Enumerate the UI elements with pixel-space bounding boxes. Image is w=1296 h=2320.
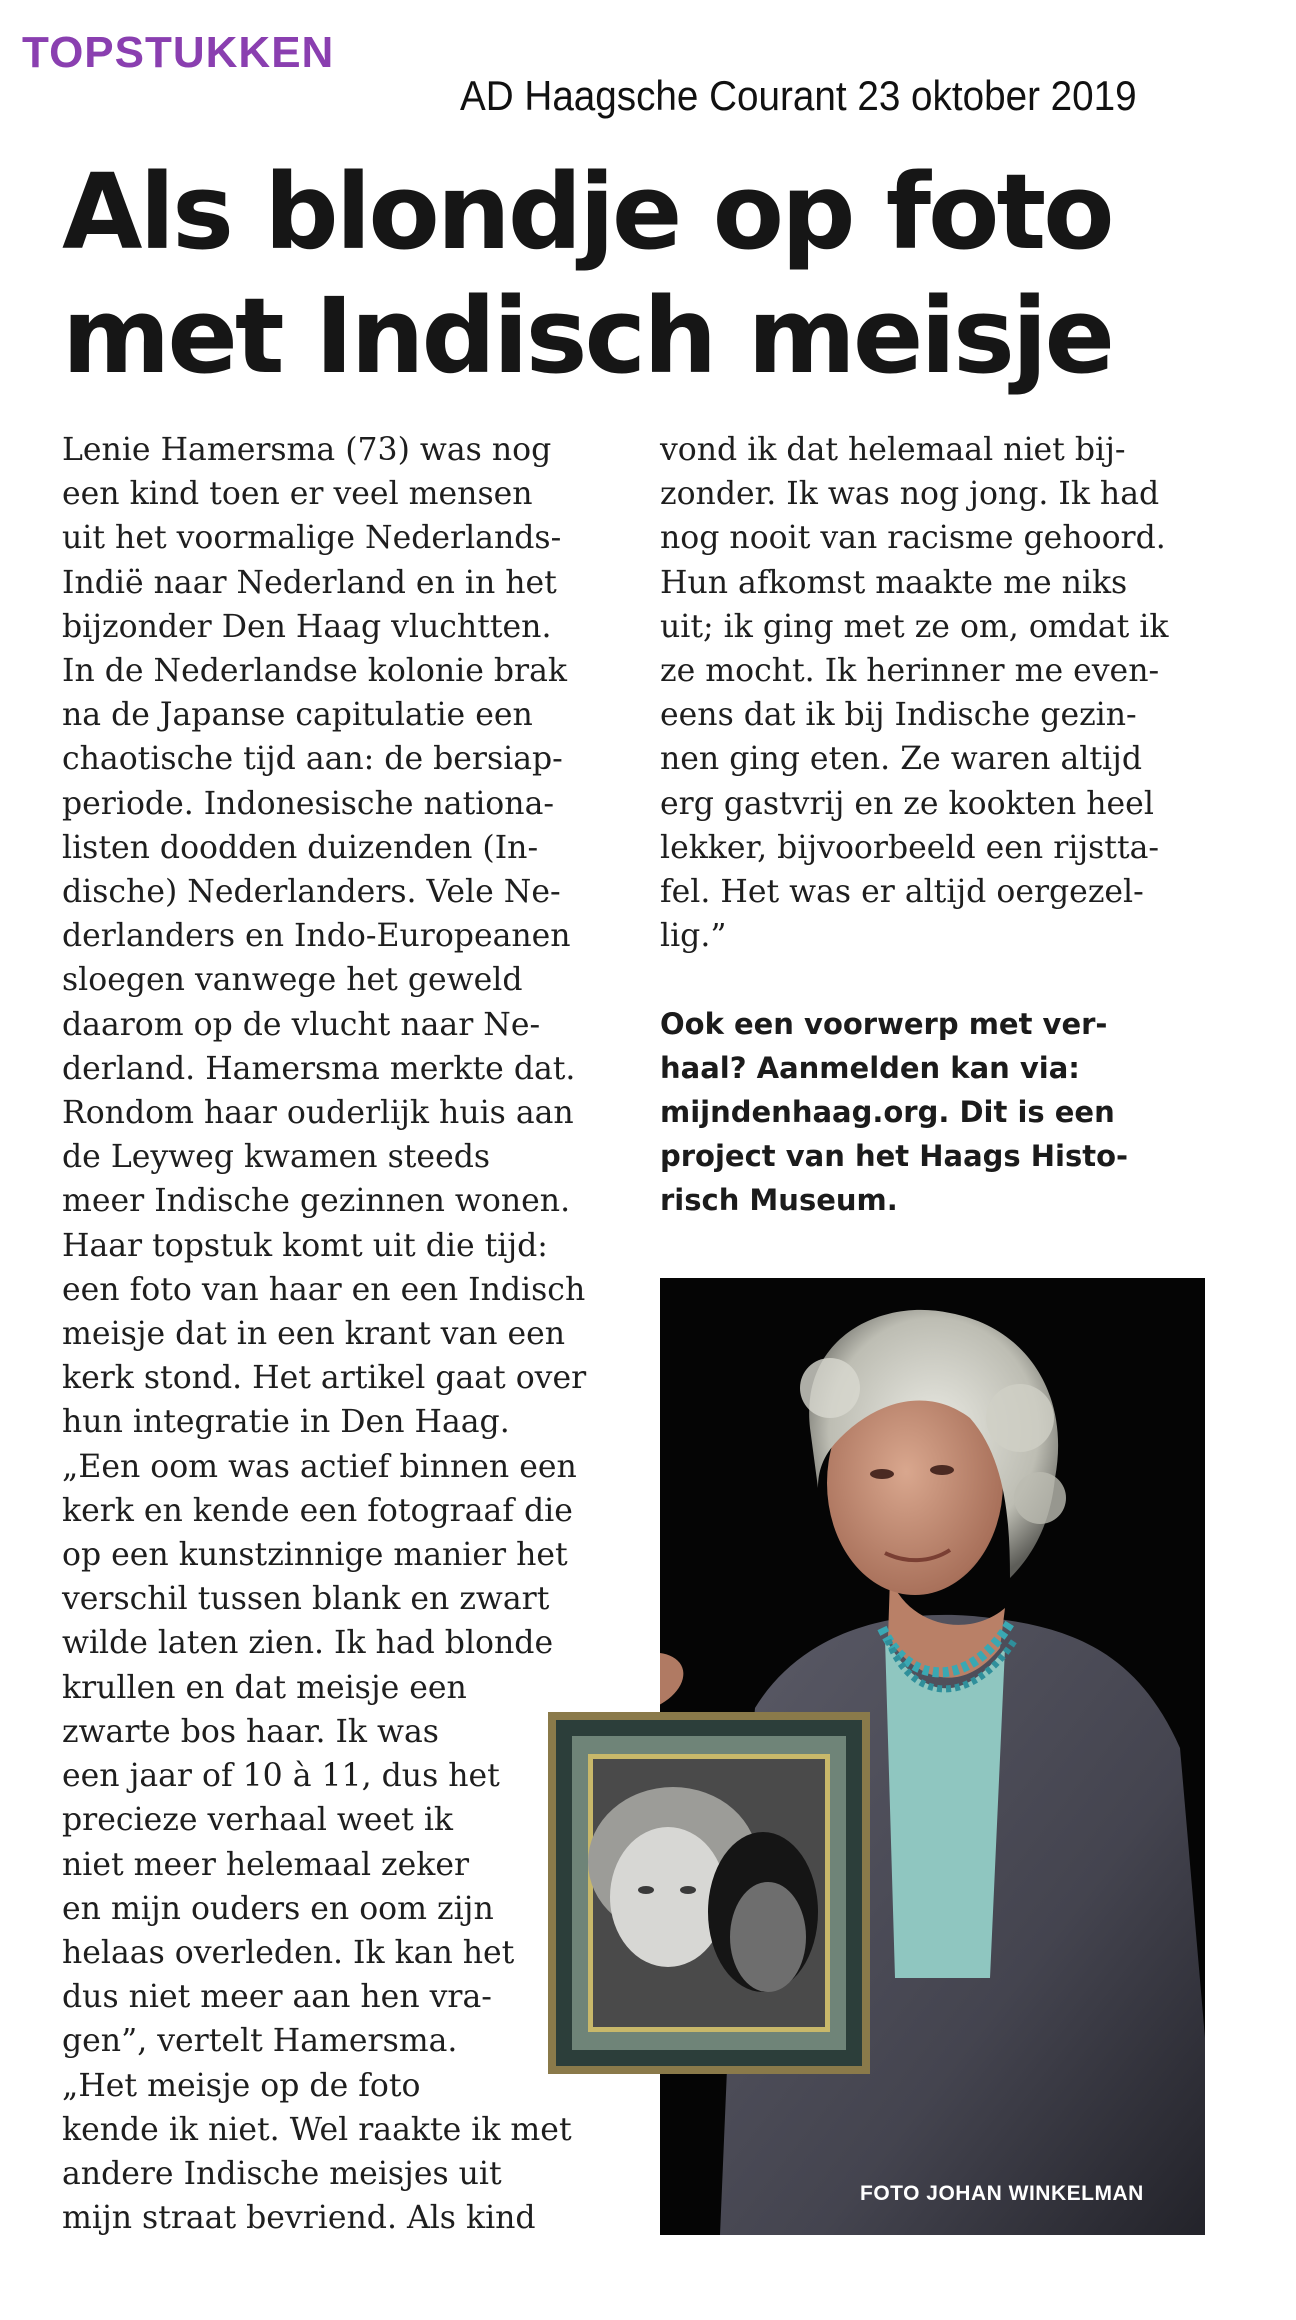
body-text-line: krullen en dat meisje een xyxy=(62,1669,467,1706)
body-text-line: op een kunstzinnige manier het xyxy=(62,1537,568,1574)
body-text-line: lig.” xyxy=(660,918,727,955)
body-text-line: vond ik dat helemaal niet bij- xyxy=(660,432,1126,468)
article-body-right-column xyxy=(660,428,1220,958)
body-text-line: dische) Nederlanders. Vele Ne- xyxy=(62,874,561,911)
body-text-line: Hun afkomst maakte me niks xyxy=(660,564,1128,601)
body-text-line: Lenie Hamersma (73) was nog xyxy=(62,432,552,468)
photo-credit: FOTO JOHAN WINKELMAN xyxy=(860,2182,1144,2205)
body-text-line: ze mocht. Ik herinner me even- xyxy=(660,653,1160,690)
body-text-line: na de Japanse capitulatie een xyxy=(62,697,533,734)
body-text-line: gen”, vertelt Hamersma. xyxy=(62,2023,458,2060)
call-to-action xyxy=(660,1002,1220,1222)
call-to-action-line: mijndenhaag.org. Dit is een xyxy=(660,1095,1115,1129)
body-text-line: kerk en kende een fotograaf die xyxy=(62,1492,573,1529)
framed-historic-photo xyxy=(548,1712,870,2074)
body-text-line: een foto van haar en een Indisch xyxy=(62,1271,586,1308)
framed-photo-illustration xyxy=(548,1712,870,2074)
body-text-line: chaotische tijd aan: de bersiap- xyxy=(62,741,563,778)
body-text-line: uit het voormalige Nederlands- xyxy=(62,520,562,557)
body-text-line: meer Indische gezinnen wonen. xyxy=(62,1183,571,1220)
call-to-action-line: Ook een voorwerp met ver- xyxy=(660,1007,1108,1041)
body-text-line: een jaar of 10 à 11, dus het xyxy=(62,1758,500,1795)
body-text-line: dus niet meer aan hen vra- xyxy=(62,1979,492,2016)
body-text-line: nog nooit van racisme gehoord. xyxy=(660,520,1166,557)
body-text-line: periode. Indonesische nationa- xyxy=(62,785,554,822)
body-text-line: Rondom haar ouderlijk huis aan xyxy=(62,1095,574,1132)
body-text-line: derland. Hamersma merkte dat. xyxy=(62,1050,576,1087)
body-text-line: verschil tussen blank en zwart xyxy=(62,1581,550,1618)
body-text-line: lekker, bijvoorbeeld een rijstta- xyxy=(660,829,1160,866)
body-text-line: fel. Het was er altijd oergezel- xyxy=(660,874,1144,911)
call-to-action-line: haal? Aanmelden kan via: xyxy=(660,1051,1080,1085)
call-to-action-line: risch Museum. xyxy=(660,1183,898,1217)
body-text-line: „Een oom was actief binnen een xyxy=(62,1448,577,1485)
body-text-line: daarom op de vlucht naar Ne- xyxy=(62,1006,541,1043)
body-text-line: zwarte bos haar. Ik was xyxy=(62,1713,439,1750)
body-text-line: derlanders en Indo-Europeanen xyxy=(62,918,571,955)
body-text-line: helaas overleden. Ik kan het xyxy=(62,1934,515,1971)
body-text-line: Indië naar Nederland en in het xyxy=(62,564,557,601)
body-text-line: precieze verhaal weet ik xyxy=(62,1802,453,1839)
body-text-line: wilde laten zien. Ik had blonde xyxy=(62,1625,554,1662)
body-text-line: en mijn ouders en oom zijn xyxy=(62,1890,494,1927)
body-text-line: nen ging eten. Ze waren altijd xyxy=(660,741,1142,778)
body-text-line: mijn straat bevriend. Als kind xyxy=(62,2200,536,2237)
body-text-line: de Leyweg kwamen steeds xyxy=(62,1139,491,1176)
call-to-action-line: project van het Haags Histo- xyxy=(660,1139,1129,1173)
headline-line-2: met Indisch meisje xyxy=(62,275,1113,397)
body-text-line: eens dat ik bij Indische gezin- xyxy=(660,697,1137,734)
body-text-line: listen doodden duizenden (In- xyxy=(62,829,539,866)
body-text-line: kende ik niet. Wel raakte ik met xyxy=(62,2111,572,2148)
body-text-line: erg gastvrij en ze kookten heel xyxy=(660,785,1154,822)
body-text-line: zonder. Ik was nog jong. Ik had xyxy=(660,476,1160,513)
body-text-line: Haar topstuk komt uit die tijd: xyxy=(62,1227,548,1264)
body-text-line: uit; ik ging met ze om, omdat ik xyxy=(660,608,1169,645)
body-text-line: sloegen vanwege het geweld xyxy=(62,962,523,999)
body-text-line: hun integratie in Den Haag. xyxy=(62,1404,510,1441)
body-text-line: een kind toen er veel mensen xyxy=(62,476,533,513)
source-line: AD Haagsche Courant 23 oktober 2019 xyxy=(460,72,1137,119)
section-label: TOPSTUKKEN xyxy=(22,28,335,77)
body-text-line: kerk stond. Het artikel gaat over xyxy=(62,1360,587,1397)
headline xyxy=(62,150,1242,398)
body-text-line: „Het meisje op de foto xyxy=(62,2067,421,2104)
body-text-line: In de Nederlandse kolonie brak xyxy=(62,653,567,690)
article-body-left-column xyxy=(62,428,622,2240)
body-text-line: bijzonder Den Haag vluchtten. xyxy=(62,608,552,645)
body-text-line: andere Indische meisjes uit xyxy=(62,2155,502,2192)
body-text-line: meisje dat in een krant van een xyxy=(62,1316,566,1353)
headline-line-1: Als blondje op foto xyxy=(62,151,1112,273)
body-text-line: niet meer helemaal zeker xyxy=(62,1846,470,1883)
